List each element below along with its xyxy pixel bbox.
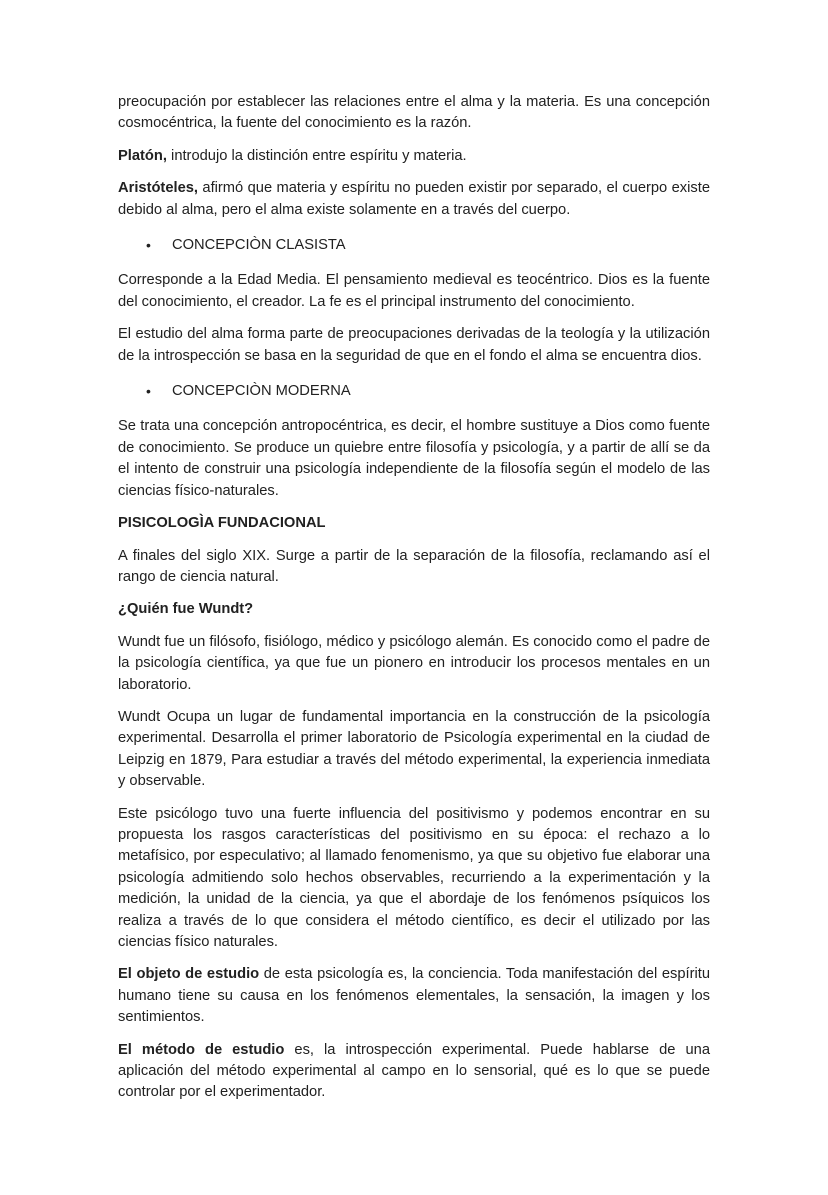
paragraph (118, 546, 710, 589)
bold-text-run: ¿Quién fue Wundt? (118, 601, 254, 618)
bold-text-run: Platón, (118, 147, 167, 164)
paragraph (118, 1040, 710, 1104)
text-run: A finales del siglo XIX. Surge a partir de la separación de la filosofía, reclamando así el rango de ciencia natural. (118, 547, 710, 585)
paragraph (118, 632, 710, 696)
text-run: Este psicólogo tuvo una fuerte influencia del positivismo y podemos encontrar en su propuesta los rasgos características del positivismo en su época: el rechazo a lo metafísico, por especulativo; al llamado fenomenismo, ya que su objetivo fue elaborar una psicología admitiendo solo hechos observables, recurriendo a la experimentación y la medición, la unidad de la ciencia, ya que el abordaje de los fenómenos psíquicos los realiza a través de lo que considera el método científico, es decir el utilizado por las ciencias físico naturales. (118, 805, 710, 950)
section-heading (118, 513, 710, 534)
text-run: afirmó que materia y espíritu no pueden existir por separado, el cuerpo existe debido al alma, pero el alma existe solamente en a través del cuerpo. (118, 180, 710, 218)
paragraph (118, 146, 710, 167)
text-run: El estudio del alma forma parte de preocupaciones derivadas de la teología y la utilización de la introspección se basa en la seguridad de que en el fondo el alma se encuentra dios. (118, 326, 710, 364)
text-run: Wundt Ocupa un lugar de fundamental importancia en la construcción de la psicología experimental. Desarrolla el primer laboratorio de Psicología experimental en la ciudad de Leipzig en 1879, Para estudiar a través del método experimental, la experiencia inmediata y observable. (118, 708, 710, 790)
paragraph (118, 707, 710, 793)
text-run: de esta psicología es, la conciencia. Toda manifestación del espíritu humano tiene su causa en los fenómenos elementales, la sensación, la imagen y los sentimientos. (118, 966, 710, 1026)
bullet-item (118, 235, 710, 256)
paragraph (118, 92, 710, 135)
text-run: es, la introspección experimental. Puede hablarse de una aplicación del método experimental al campo en lo sensorial, qué es lo que se puede controlar por el experimentador. (118, 1041, 710, 1101)
bold-text-run: PISICOLOGÌA FUNDACIONAL (118, 515, 326, 532)
paragraph (118, 324, 710, 367)
text-run: Se trata una concepción antropocéntrica, es decir, el hombre sustituye a Dios como fuente de conocimiento. Se produce un quiebre entre filosofía y psicología, y a partir de allí se da el intento de construir una psicología independiente de la filosofía según el modelo de las ciencias físico-naturales. (118, 418, 710, 499)
document-content (118, 92, 710, 1104)
bullet-marker-icon: • (146, 237, 151, 254)
text-run: preocupación por establecer las relaciones entre el alma y la materia. Es una concepción cosmocéntrica, la fuente del conocimiento es la razón. (118, 94, 710, 132)
bold-text-run: El método de estudio (118, 1041, 285, 1058)
text-run: Corresponde a la Edad Media. El pensamiento medieval es teocéntrico. Dios es la fuente del conocimiento, el creador. La fe es el principal instrumento del conocimiento. (118, 272, 710, 310)
paragraph (118, 416, 710, 502)
text-run: introdujo la distinción entre espíritu y materia. (166, 147, 467, 164)
section-heading (118, 599, 710, 620)
bold-text-run: El objeto de estudio (118, 966, 260, 983)
paragraph (118, 804, 710, 954)
paragraph (118, 964, 710, 1028)
bullet-item (118, 381, 710, 402)
bullet-label: CONCEPCIÒN CLASISTA (172, 237, 346, 254)
bullet-marker-icon: • (146, 383, 151, 400)
paragraph (118, 178, 710, 221)
text-run: Wundt fue un filósofo, fisiólogo, médico y psicólogo alemán. Es conocido como el padre de la psicología científica, ya que fue un pionero en introducir los procesos mentales en un laboratorio. (118, 633, 710, 693)
bold-text-run: Aristóteles, (118, 180, 198, 197)
bullet-label: CONCEPCIÒN MODERNA (172, 383, 351, 400)
paragraph (118, 270, 710, 313)
